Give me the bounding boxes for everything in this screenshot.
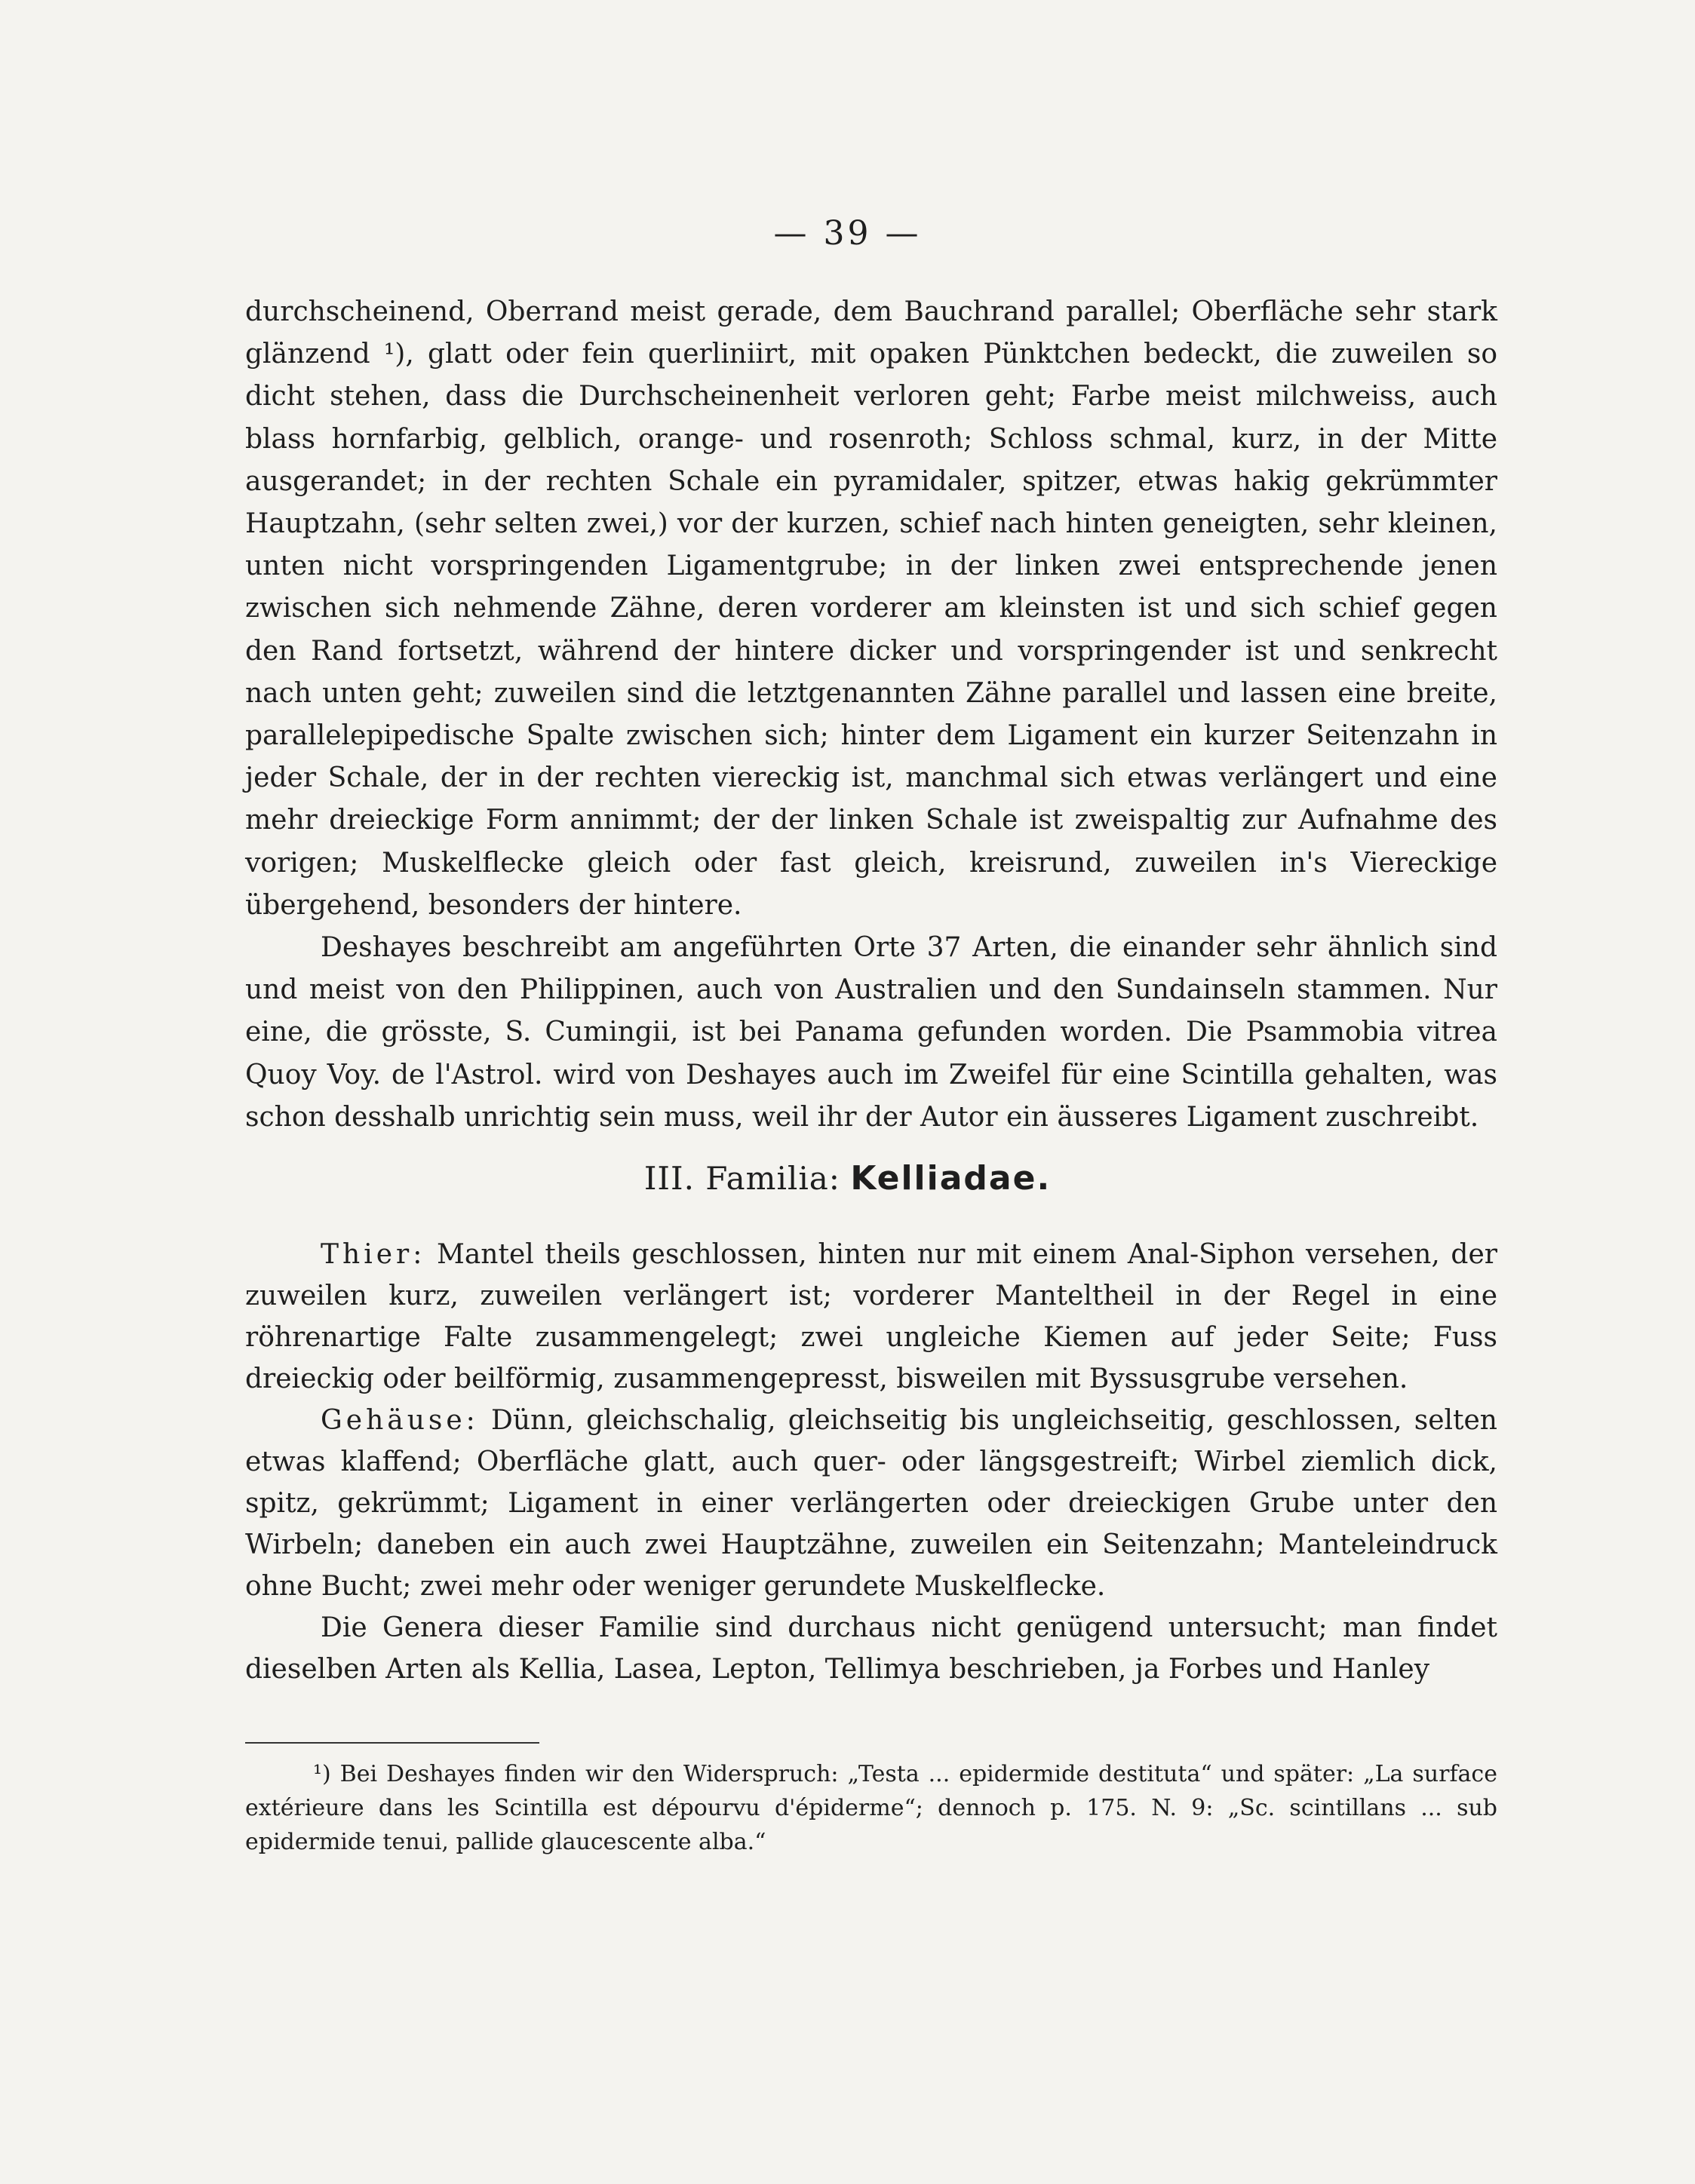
paragraph-description: durchscheinend, Oberrand meist gerade, dem Bauchrand parallel; Oberfläche sehr stark glänzend ¹), glatt oder fein querliniirt, mit opaken Pünktchen bedeckt, die zuweilen so dicht stehen, dass die Durchscheinenheit verloren geht; Farbe meist milchweiss, auch blass hornfarbig, gelblich, orange- und rosenroth; Schloss schmal, kurz, in der Mitte ausgerandet; in der rechten Schale ein pyramidaler, spitzer, etwas hakig gekrümmter Hauptzahn, (sehr selten zwei,) vor der kurzen, schief nach hinten geneigten, sehr kleinen, unten nicht vorspringenden Ligamentgrube; in der linken zwei entsprechende jenen zwischen sich nehmende Zähne, deren vorderer am kleinsten ist und sich schief gegen den Rand fortsetzt, während der hintere dicker und vorspringender ist und senkrecht nach unten geht; zuweilen sind die letztgenannten Zähne parallel und lassen eine breite, parallelepipedische Spalte zwischen sich; hinter dem Ligament ein kurzer Seitenzahn in jeder Schale, der in der rechten viereckig ist, manchmal sich etwas verlängert und eine mehr dreieckige Form annimmt; der der linken Schale ist zweispaltig zur Aufnahme des vorigen; Muskelflecke gleich oder fast gleich, kreisrund, zuweilen in's Viereckige übergehend, besonders der hintere. [245, 296, 1497, 921]
paragraph-gehaeuse [245, 1400, 1497, 1607]
gehaeuse-text: Dünn, gleichschalig, gleichseitig bis ungleichseitig, geschlossen, selten etwas klaffend; Oberfläche glatt, auch quer- oder längsgestreift; Wirbel ziemlich dick, spitz, gekrümmt; Ligament in einer verlängerten oder dreieckigen Grube unter den Wirbeln; daneben ein auch zwei Hauptzähne, zuweilen ein Seitenzahn; Manteleindruck ohne Bucht; zwei mehr oder weniger gerundete Muskelflecke. [245, 1405, 1497, 1602]
text-block-lower [245, 1234, 1497, 1690]
paragraph-thier [245, 1234, 1497, 1400]
footnote: ¹) Bei Deshayes finden wir den Widerspruch: „Testa ... epidermide destituta“ und später: „La surface extérieure dans les Scintilla est dépourvu d'épiderme“; dennoch p. 175. N. 9: „Sc. scintillans ... sub epidermide tenui, pallide glaucescente alba.“ [245, 1761, 1497, 1855]
family-heading-prefix: III. Familia: [643, 1160, 840, 1197]
thier-text: Mantel theils geschlossen, hinten nur mit einem Anal-Siphon versehen, der zuweilen kurz, zuweilen verlängert ist; vorderer Manteltheil in der Regel in eine röhrenartige Falte zusammengelegt; zwei ungleiche Kiemen auf jeder Seite; Fuss dreieckig oder beilförmig, zusammengepresst, bisweilen mit Byssusgrube versehen. [245, 1239, 1497, 1394]
footnote-rule [245, 1742, 539, 1744]
thier-label: Thier: [321, 1239, 426, 1270]
paragraph-genera: Die Genera dieser Familie sind durchaus nicht genügend untersucht; man findet dieselben Arten als Kellia, Lasea, Lepton, Tellimya beschrieben, ja Forbes und Hanley [245, 1612, 1497, 1685]
text-block-upper [245, 291, 1497, 1139]
family-heading [0, 1159, 1695, 1198]
page-number: — 39 — [773, 214, 922, 253]
gehaeuse-label: Gehäuse: [321, 1405, 479, 1436]
paragraph-deshayes: Deshayes beschreibt am angeführten Orte 37 Arten, die einander sehr ähnlich sind und meist von den Philippinen, auch von Australien und den Sundainseln stammen. Nur eine, die grösste, S. Cumingii, ist bei Panama gefunden worden. Die Psammobia vitrea Quoy Voy. de l'Astrol. wird von Deshayes auch im Zweifel für eine Scintilla gehalten, was schon desshalb unrichtig sein muss, weil ihr der Autor ein äusseres Ligament zuschreibt. [245, 932, 1497, 1133]
family-heading-name: Kelliadae. [850, 1159, 1052, 1198]
